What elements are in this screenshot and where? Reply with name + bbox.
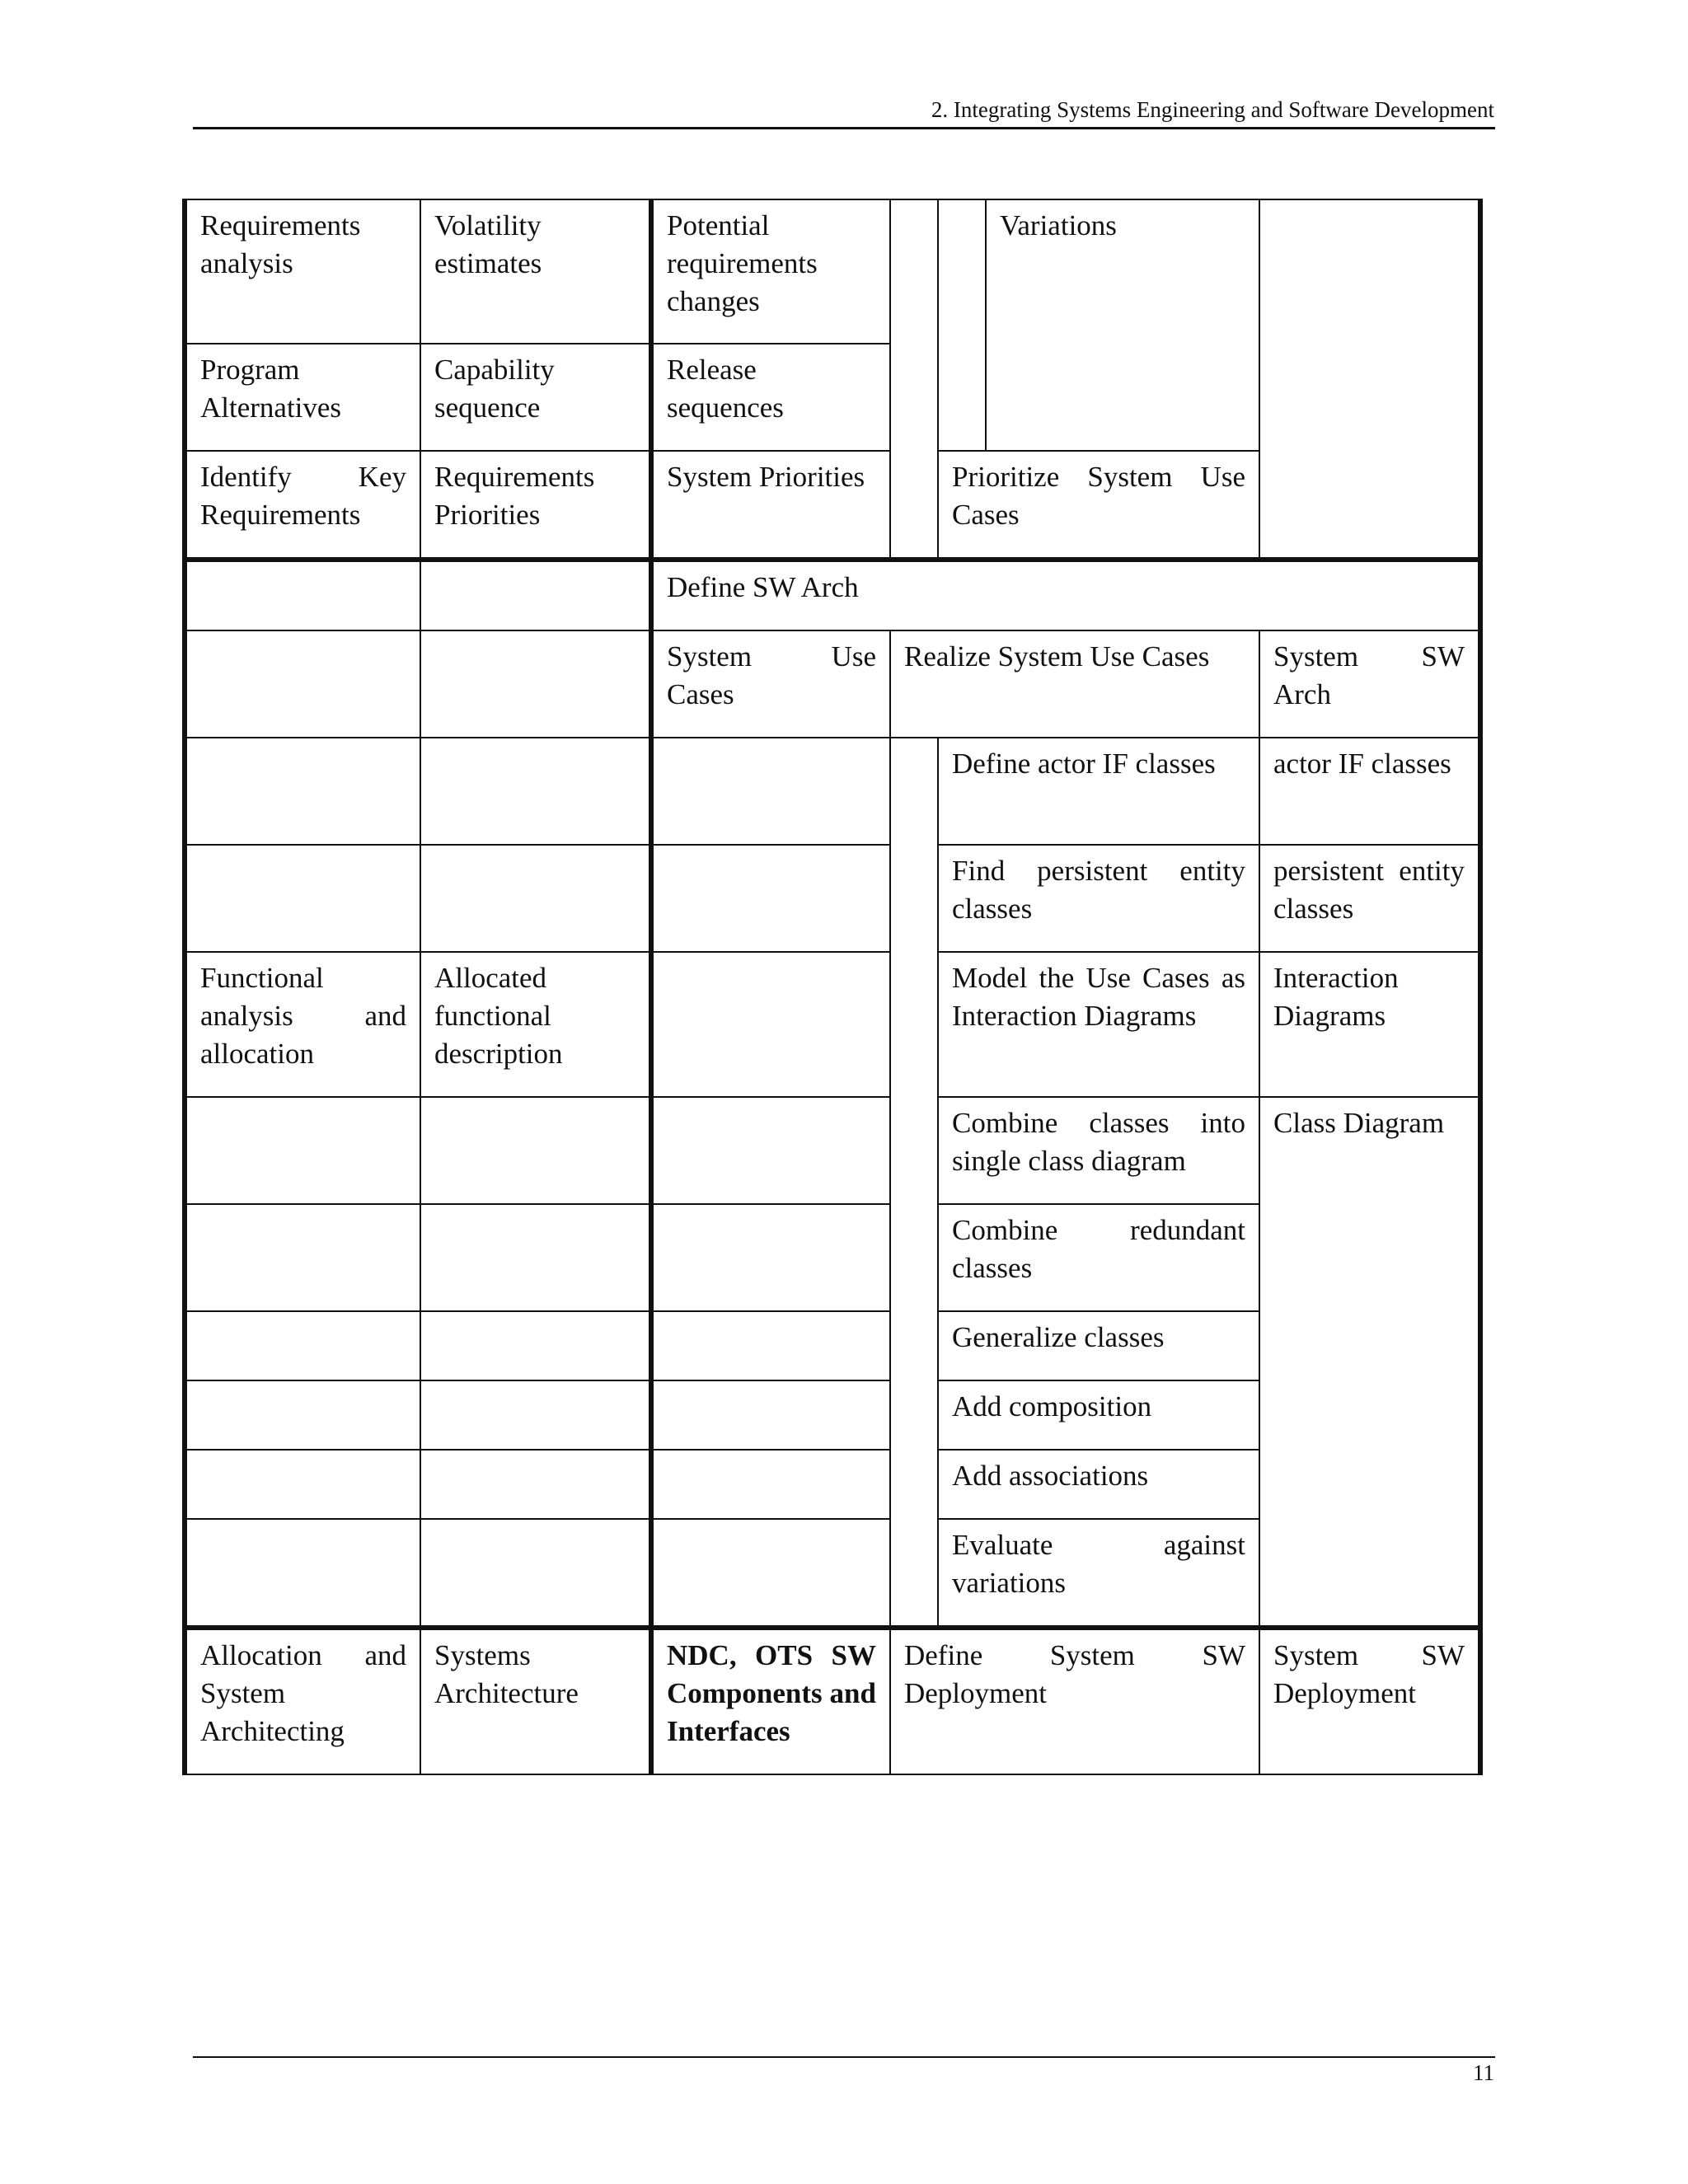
- cell-output: [420, 1380, 651, 1450]
- cell-task: Find persistent entity classes: [938, 845, 1259, 952]
- cell-input: Release sequences: [651, 344, 890, 451]
- cell-task: Add associations: [938, 1450, 1259, 1519]
- cell-input: Potential requirements changes: [651, 199, 890, 344]
- cell-output: [420, 1311, 651, 1380]
- cell-output: [420, 560, 651, 630]
- cell-empty: [1259, 199, 1480, 560]
- cell-activity: [185, 1380, 420, 1450]
- cell-input: [651, 845, 890, 952]
- table-row: [185, 738, 1480, 845]
- cell-output: Allocated functional description: [420, 952, 651, 1097]
- cell-activity: Program Alternatives: [185, 344, 420, 451]
- cell-task: Combine redundant classes: [938, 1204, 1259, 1311]
- header-rule: [193, 127, 1495, 129]
- cell-task: Define actor IF classes: [938, 738, 1259, 845]
- cell-spacer: [890, 738, 938, 1628]
- cell-activity: [185, 1450, 420, 1519]
- cell-product: System SW Arch: [1259, 630, 1480, 738]
- cell-input: [651, 738, 890, 845]
- cell-output: Capability sequence: [420, 344, 651, 451]
- cell-output: [420, 845, 651, 952]
- cell-activity: [185, 630, 420, 738]
- cell-output: [420, 1519, 651, 1628]
- cell-task: Evaluate against variations: [938, 1519, 1259, 1628]
- cell-activity: Allocation and System Architecting: [185, 1628, 420, 1774]
- cell-output: Volatility estimates: [420, 199, 651, 344]
- cell-output: Requirements Priorities: [420, 451, 651, 560]
- cell-input: [651, 952, 890, 1097]
- process-table: [182, 199, 1483, 1775]
- table-row: [185, 560, 1480, 630]
- cell-activity: [185, 1204, 420, 1311]
- cell-task: Model the Use Cases as Interaction Diagrams: [938, 952, 1259, 1097]
- running-header: 2. Integrating Systems Engineering and Software Development: [931, 97, 1494, 122]
- cell-input: [651, 1450, 890, 1519]
- cell-section-title: Define SW Arch: [651, 560, 1480, 630]
- cell-product: persistent entity classes: [1259, 845, 1480, 952]
- cell-activity: [185, 738, 420, 845]
- cell-product: actor IF classes: [1259, 738, 1480, 845]
- cell-activity: [185, 845, 420, 952]
- cell-task: Realize System Use Cases: [890, 630, 1259, 738]
- cell-output: Systems Architecture: [420, 1628, 651, 1774]
- cell-activity: Requirements analysis: [185, 199, 420, 344]
- cell-output: [420, 630, 651, 738]
- cell-spacer: [938, 199, 986, 451]
- cell-activity: [185, 560, 420, 630]
- cell-output: [420, 1450, 651, 1519]
- cell-activity: Functional analysis and allocation: [185, 952, 420, 1097]
- cell-input: [651, 1204, 890, 1311]
- cell-product: Class Diagram: [1259, 1097, 1480, 1628]
- cell-input: System Priorities: [651, 451, 890, 560]
- cell-input: NDC, OTS SW Components and Interfaces: [651, 1628, 890, 1774]
- table-row: [185, 199, 1480, 344]
- cell-activity: [185, 1519, 420, 1628]
- cell-task: Combine classes into single class diagram: [938, 1097, 1259, 1204]
- cell-task: Prioritize System Use Cases: [938, 451, 1259, 560]
- table-row: [185, 1097, 1480, 1204]
- cell-output: [420, 738, 651, 845]
- cell-activity: Identify Key Requirements: [185, 451, 420, 560]
- cell-input: [651, 1380, 890, 1450]
- cell-product: System SW Deployment: [1259, 1628, 1480, 1774]
- table-row: [185, 1628, 1480, 1774]
- cell-activity: [185, 1097, 420, 1204]
- table-row: [185, 952, 1480, 1097]
- cell-input: [651, 1311, 890, 1380]
- cell-task: Generalize classes: [938, 1311, 1259, 1380]
- footer-rule: [193, 2056, 1495, 2058]
- cell-input: [651, 1097, 890, 1204]
- page-number: 11: [1473, 2060, 1494, 2085]
- cell-spacer: [890, 199, 938, 560]
- table-row: [185, 845, 1480, 952]
- cell-output: [420, 1204, 651, 1311]
- cell-input: [651, 1519, 890, 1628]
- cell-input: System Use Cases: [651, 630, 890, 738]
- table-row: [185, 630, 1480, 738]
- cell-output: [420, 1097, 651, 1204]
- cell-product: Interaction Diagrams: [1259, 952, 1480, 1097]
- cell-variations: Variations: [986, 199, 1259, 451]
- cell-task: Define System SW Deployment: [890, 1628, 1259, 1774]
- cell-task: Add composition: [938, 1380, 1259, 1450]
- cell-activity: [185, 1311, 420, 1380]
